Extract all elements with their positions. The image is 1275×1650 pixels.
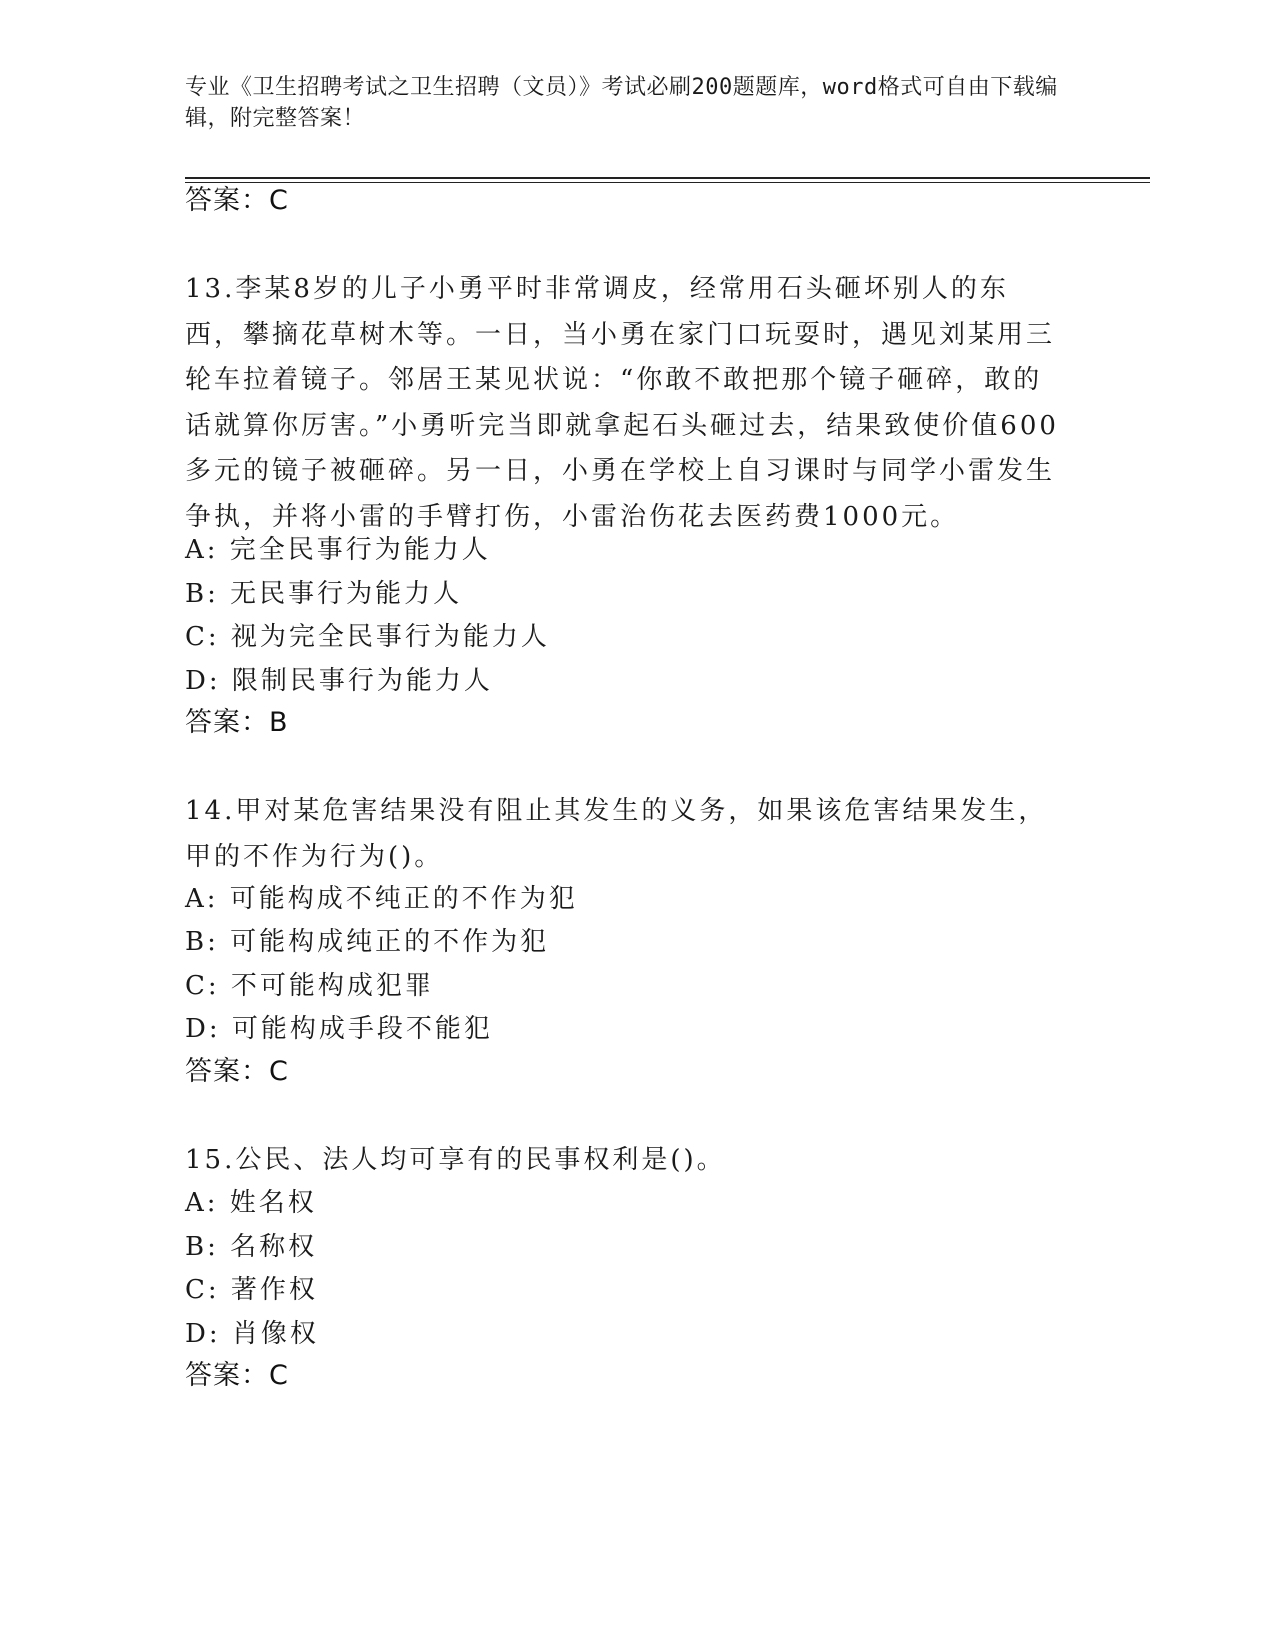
previous-answer: 答案：C [185,185,289,216]
question-13-option-b: B: 无民事行为能力人 [185,579,463,609]
header-divider [185,177,1150,179]
question-14-option-a: A: 可能构成不纯正的不作为犯 [185,884,578,914]
question-14-option-b: B: 可能构成纯正的不作为犯 [185,927,550,957]
question-15-answer: 答案：C [185,1360,289,1391]
question-15-option-d: D: 肖像权 [185,1319,319,1349]
question-13-answer: 答案：B [185,707,289,738]
question-13-text: 13.李某8岁的儿子小勇平时非常调皮，经常用石头砸坏别人的东西，攀摘花草树木等。一日，当小勇在家门口玩耍时，遇见刘某用三轮车拉着镜子。邻居王某见状说：“你敢不敢把那个镜子砸碎，敢的话就算你厉害。”小勇听完当即就拿起石头砸过去，结果致使价值600多元的镜子被砸碎。另一日，小勇在学校上自习课时与同学小雷发生争执，并将小雷的手臂打伤，小雷治伤花去医药费1000元。 [185,274,1059,532]
document-header: 专业《卫生招聘考试之卫生招聘（文员）》考试必刷200题题库，word格式可自由下载编辑，附完整答案！ [185,75,1058,131]
question-14-option-d: D: 可能构成手段不能犯 [185,1014,493,1044]
question-13-option-c: C: 视为完全民事行为能力人 [185,622,550,652]
header-divider-thin [185,182,1150,183]
question-13-option-d: D: 限制民事行为能力人 [185,666,493,696]
question-15-option-b: B: 名称权 [185,1232,318,1262]
question-14-text: 14.甲对某危害结果没有阻止其发生的义务，如果该危害结果发生，甲的不作为行为()。 [185,796,1048,872]
question-13-option-a: A: 完全民事行为能力人 [185,535,491,565]
question-15-text: 15.公民、法人均可享有的民事权利是()。 [185,1145,726,1175]
question-14-answer: 答案：C [185,1056,289,1087]
question-15-option-a: A: 姓名权 [185,1188,317,1218]
question-15-option-c: C: 著作权 [185,1275,318,1305]
question-14-option-c: C: 不可能构成犯罪 [185,971,434,1001]
